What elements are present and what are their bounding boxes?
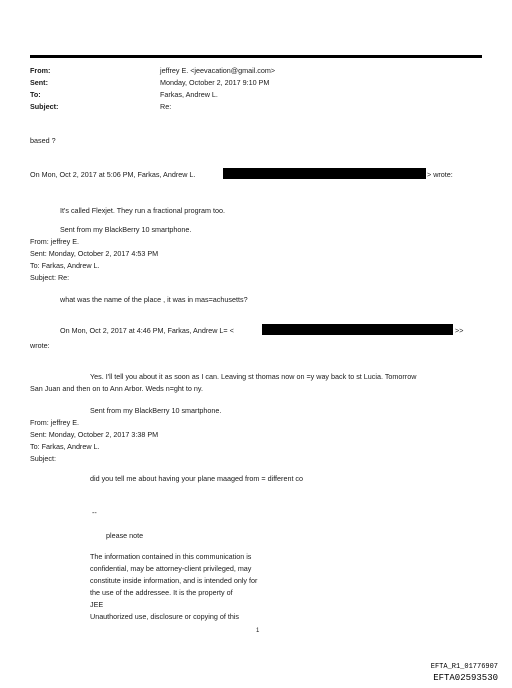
flexjet-text: It's called Flexjet. They run a fractional program too. <box>60 206 226 215</box>
please-note: please note <box>106 531 144 540</box>
forward-sent: Sent: Monday, October 2, 2017 3:38 PM <box>30 430 159 439</box>
forward-sent: Sent: Monday, October 2, 2017 4:53 PM <box>30 249 159 258</box>
forward-from: From: jeffrey E. <box>30 237 79 246</box>
bates-id-secondary: EFTA_R1_01776907 <box>430 663 498 671</box>
to-label: To: <box>30 90 41 99</box>
plane-question: did you tell me about having your plane maaged from = different co <box>90 474 304 483</box>
subject-value: Re: <box>160 102 172 111</box>
sent-value: Monday, October 2, 2017 9:10 PM <box>160 78 270 87</box>
sent-label: Sent: <box>30 78 48 87</box>
page-number: 1 <box>256 628 260 634</box>
quote2-prefix: On Mon, Oct 2, 2017 at 4:46 PM, Farkas, Andrew L= < <box>60 326 234 335</box>
question-text: what was the name of the place , it was in mas=achusetts? <box>60 295 248 304</box>
header-rule <box>30 55 482 58</box>
to-value: Farkas, Andrew L. <box>160 90 218 99</box>
signature-dashes: -- <box>92 508 97 517</box>
quote2-wrote: wrote: <box>30 341 50 350</box>
forward-subject: Subject: Re: <box>30 273 70 282</box>
quote1-suffix: > wrote: <box>427 170 453 179</box>
sent-from-line: Sent from my BlackBerry 10 smartphone. <box>90 406 222 415</box>
disclaimer-line: constitute inside information, and is intended only for <box>90 576 258 585</box>
reply-line: San Juan and then on to Ann Arbor. Weds n=ght to ny. <box>30 384 203 393</box>
bates-id-primary: EFTA02593530 <box>433 673 498 683</box>
subject-label: Subject: <box>30 102 59 111</box>
quote1-prefix: On Mon, Oct 2, 2017 at 5:06 PM, Farkas, Andrew L. <box>30 170 196 179</box>
from-label: From: <box>30 66 51 75</box>
redaction-bar <box>262 324 453 335</box>
reply-line: Yes. I'll tell you about it as soon as I can. Leaving st thomas now on =y way back to st Lucia. Tomorrow <box>90 372 417 381</box>
redaction-bar <box>223 168 426 179</box>
disclaimer-line: JEE <box>90 600 104 609</box>
forward-to: To: Farkas, Andrew L. <box>30 261 100 270</box>
forward-subject: Subject: <box>30 454 56 463</box>
quote2-suffix: >> <box>455 326 464 335</box>
sent-from-line: Sent from my BlackBerry 10 smartphone. <box>60 225 192 234</box>
forward-to: To: Farkas, Andrew L. <box>30 442 100 451</box>
disclaimer-line: Unauthorized use, disclosure or copying of this <box>90 612 240 621</box>
disclaimer-line: The information contained in this communication is <box>90 552 252 561</box>
reply-text: based ? <box>30 136 56 145</box>
disclaimer-line: the use of the addressee. It is the property of <box>90 588 233 597</box>
from-value: jeffrey E. <jeevacation@gmail.com> <box>160 66 276 75</box>
forward-from: From: jeffrey E. <box>30 418 79 427</box>
disclaimer-line: confidential, may be attorney-client privileged, may <box>90 564 252 573</box>
